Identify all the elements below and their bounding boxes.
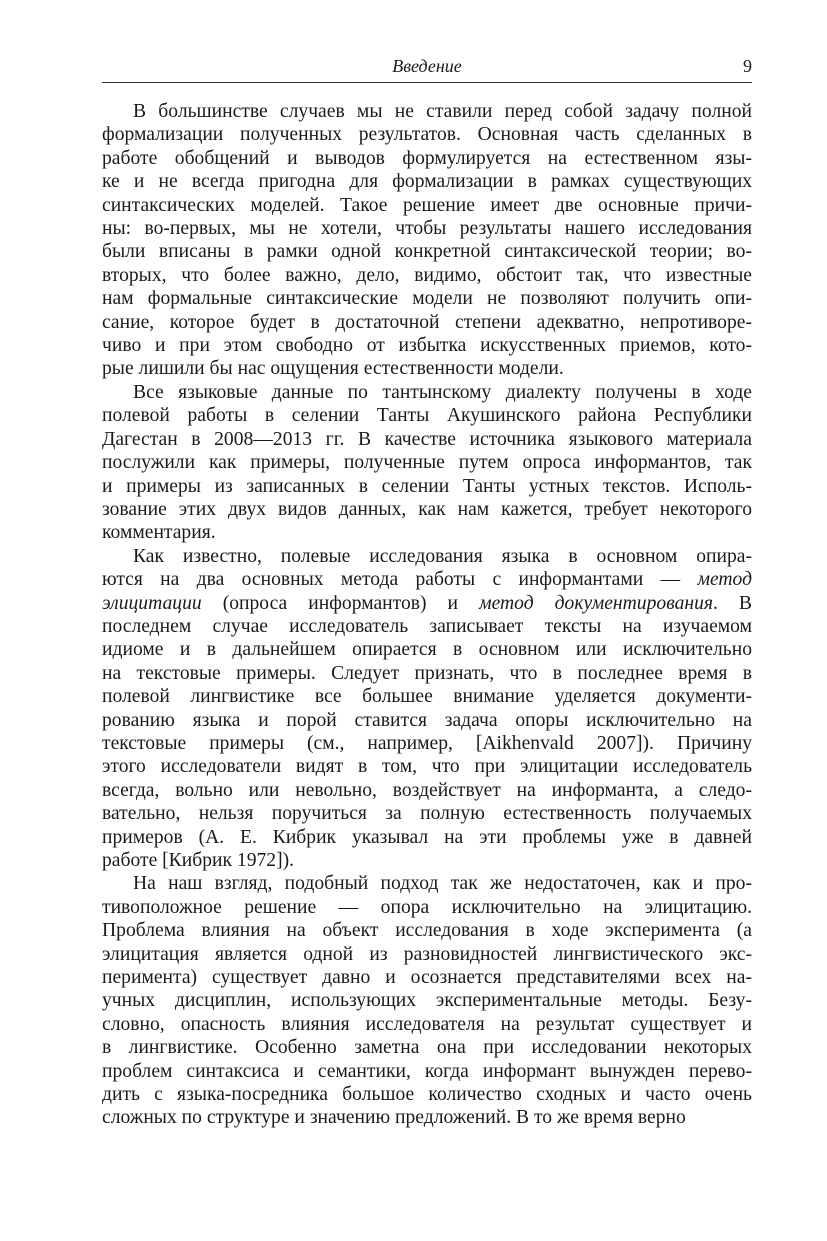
text-line [102,849,752,872]
text-run: ны: во-первых, мы не хотели, чтобы результаты нашего исследования [102,218,752,240]
paragraph [102,100,752,381]
text-run: синтаксических моделей. Такое решение имеет две основные причи- [102,194,752,216]
text-line [102,428,752,451]
text-run: проблем синтаксиса и семантики, когда информант вынужден перево- [102,1060,752,1082]
paragraph [102,872,752,1129]
text-line [102,755,752,778]
text-line [102,381,752,404]
text-line [102,592,752,615]
text-line [102,334,752,357]
text-run: работе обобщений и выводов формулируется на естественном язы- [102,147,752,169]
text-line [102,662,752,685]
text-run: элицитация является одной из разновидностей лингвистического экс- [102,943,752,965]
text-line [102,100,752,123]
text-run: чиво и при этом свободно от избытка искусственных приемов, кото- [102,335,752,357]
text-run: полевой лингвистике все большее внимание уделяется документи- [102,686,752,708]
text-line [102,872,752,895]
text-run: в лингвистике. Особенно заметна она при исследовании некоторых [102,1037,752,1059]
text-line [102,194,752,217]
text-run: были вписаны в рамки одной конкретной синтаксической теории; во- [102,241,752,263]
italic-term: метод документирования [479,592,713,614]
running-head [102,54,752,83]
text-line [102,779,752,802]
text-run: рованию языка и порой ставится задача опоры исключительно на [102,709,752,731]
text-run: формализации полученных результатов. Основная часть сделанных в [102,124,752,146]
text-line [102,170,752,193]
text-line [102,685,752,708]
text-line [102,1036,752,1059]
text-line [102,802,752,825]
text-line [102,1013,752,1036]
text-run: полевой работы в селении Танты Акушинского района Республики [102,405,752,427]
text-run: словно, опасность влияния исследователя на результат существует и [102,1013,752,1035]
text-run: на текстовые примеры. Следует признать, что в последнее время в [102,662,752,684]
text-line [102,123,752,146]
text-run: зование этих двух видов данных, как нам кажется, требует некоторого [102,498,752,520]
text-line [102,404,752,427]
text-run: сание, которое будет в достаточной степени адекватно, непротиворе- [102,311,752,333]
italic-term: элицитации [102,592,202,614]
text-line [102,545,752,568]
text-run: вательно, нельзя поручиться за полную естественность получаемых [102,803,752,825]
body-text [102,100,752,1130]
text-line [102,919,752,942]
text-run: этого исследователи видят в том, что при элицитации исследователь [102,756,752,778]
text-run: Проблема влияния на объект исследования в ходе эксперимента (а [102,920,752,942]
text-line [102,896,752,919]
text-line [102,966,752,989]
text-line [102,1106,752,1129]
text-line [102,521,752,544]
text-run: примеров (А. Е. Кибрик указывал на эти проблемы уже в давней [102,826,752,848]
text-line [102,147,752,170]
text-line [102,732,752,755]
text-line [102,240,752,263]
text-run: Все языковые данные по тантынскому диалекту получены в ходе [133,381,752,403]
text-run: Дагестан в 2008—2013 гг. В качестве источника языкового материала [102,428,752,450]
text-line [102,475,752,498]
text-run: и примеры из записанных в селении Танты устных текстов. Исполь- [102,475,752,497]
text-run: нам формальные синтаксические модели не позволяют получить опи- [102,288,752,310]
text-line [102,709,752,732]
text-line [102,638,752,661]
text-run: ке и не всегда пригодна для формализации в рамках существующих [102,171,752,193]
text-run: вторых, что более важно, дело, видимо, обстоит так, что известные [102,264,752,286]
text-run: тивоположное решение — опора исключительно на элицитацию. [102,896,752,918]
text-run: сложных по структуре и значению предложений. В то же время верно [102,1107,686,1129]
text-run: (опроса информантов) и [201,592,480,614]
text-run: работе [Кибрик 1972]). [102,850,295,871]
text-run: перимента) существует давно и осознается представителями всех на- [102,967,752,989]
text-line [102,1060,752,1083]
text-run: . В [713,592,752,614]
text-line [102,451,752,474]
running-head-title: Введение [392,56,462,76]
text-line [102,568,752,591]
text-line [102,989,752,1012]
text-run: рые лишили бы нас ощущения естественности модели. [102,358,564,380]
paragraph [102,545,752,873]
text-line [102,615,752,638]
paragraph [102,381,752,545]
text-run: ются на два основных метода работы с информантами — [102,569,698,591]
page-number: 9 [743,56,752,76]
text-run: Как известно, полевые исследования языка в основном опира- [133,545,752,567]
text-line [102,217,752,240]
text-run: идиоме и в дальнейшем опирается в основном или исключительно [102,639,752,661]
text-run: дить с языка-посредника большое количество сходных и часто очень [102,1084,752,1106]
text-line [102,943,752,966]
italic-term: метод [697,569,752,591]
text-run: последнем случае исследователь записывает тексты на изучаемом [102,615,752,637]
text-line [102,826,752,849]
text-run: В большинстве случаев мы не ставили перед собой задачу полной [133,101,752,122]
text-run: комментария. [102,522,216,544]
text-run: учных дисциплин, использующих экспериментальные методы. Безу- [102,990,752,1012]
text-run: послужили как примеры, полученные путем опроса информантов, так [102,452,752,474]
text-line [102,264,752,287]
text-run: На наш взгляд, подобный подход так же недостаточен, как и про- [133,873,752,895]
text-line [102,311,752,334]
text-line [102,498,752,521]
text-line [102,1083,752,1106]
text-run: всегда, вольно или невольно, воздействует на информанта, а следо- [102,779,752,801]
text-run: текстовые примеры (см., например, [Aikhenvald 2007]). Причину [102,732,752,754]
text-line [102,287,752,310]
text-line [102,357,752,380]
